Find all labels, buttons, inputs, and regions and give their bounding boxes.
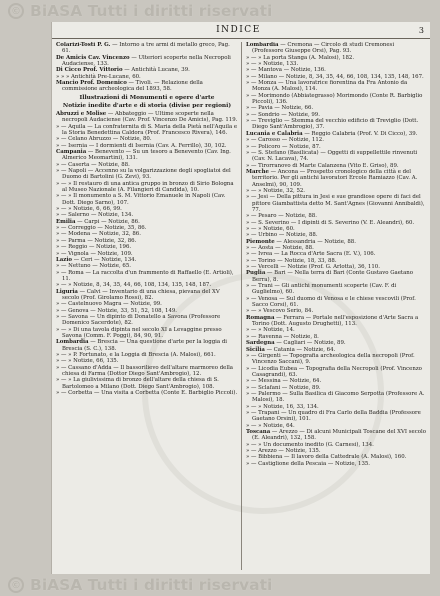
index-entry xyxy=(56,314,238,327)
entry-text: » — Tirorranovo di Marte Calanzena (Vito E. Griso), 89. xyxy=(246,162,399,169)
entry-text: » — » La porta Stanga (A. Malosi), 182. xyxy=(246,54,355,61)
entry-text: » — Genova — Notizie, 33, 51, 52, 108, 149. xyxy=(56,307,178,314)
index-entry xyxy=(246,194,427,213)
entry-text: » — Pesaro — Notizie, 88. xyxy=(246,213,317,220)
index-entry xyxy=(246,150,427,163)
entry-text: » — » Notizie, 133. xyxy=(246,61,299,68)
entry-text: » — » Vescovo Serio, 84. xyxy=(246,308,314,315)
entry-text: » — Jesi — Della pittura in Jesi e sue grandiose opere di faci del pittore Giambattista detto M. Sant'Agnes (Giovanni Annibaldi), 77. xyxy=(246,194,425,213)
entry-text: » — Sclafani — Notizie, 89. xyxy=(246,384,321,391)
index-entry xyxy=(246,429,427,442)
entry-text: » — Palermo — Sulla Basilica di Giacomo Serpotta (Professore A. Malosi), 18. xyxy=(246,390,425,404)
entry-text: » — » Notizie, 32, 52. xyxy=(246,187,306,194)
entry-heading: Lombardia xyxy=(56,339,89,346)
entry-text: » — Morimondo (Abbiategrasso) Morimondo (Conte R. Barbiglio Piccoli), 136. xyxy=(246,92,423,106)
entry-text: » — » Notizie, 14. xyxy=(246,327,295,334)
entry-text: — Brescia — Una questione d'arte per la loggia di Brescia (S. C.), 138. xyxy=(62,339,228,352)
entry-text: » — » P. Fortunato, e la Loggia di Brescia (A. Malosi), 661. xyxy=(56,352,216,358)
index-entry xyxy=(56,390,238,396)
entry-text: » — Bibbiena — Il lavoro della Cattedrale (A. Malosi), 160. xyxy=(246,454,407,461)
entry-text: » — S. Severino — I dipinti di S. Severino (V. E. Aleandri), 60. xyxy=(246,219,415,226)
copyright-icon: © xyxy=(8,577,24,593)
entry-text: » — Salerno — Notizie, 134. xyxy=(56,212,134,219)
section-heading: Illustrazioni di Monumenti e opere d'arte xyxy=(79,94,215,101)
index-entry xyxy=(56,55,238,68)
entry-text: » — Messina — Notizie, 64. xyxy=(246,378,322,385)
watermark-text-top: BiASA Tutti i diritti riservati xyxy=(30,2,273,20)
entry-heading: Di Cicco Prof. Vittorio xyxy=(56,67,123,74)
entry-heading: Toscana xyxy=(246,428,271,435)
entry-text: » — » Notizie, 66, 135. xyxy=(56,358,119,365)
index-entry xyxy=(56,149,238,162)
entry-heading: De Amicis Cav. Vincenzo xyxy=(56,54,130,61)
entry-text: — Tivoli. — Relazione della commissione archeologica del 1893, 58. xyxy=(62,80,203,93)
index-entry xyxy=(56,193,238,206)
entry-text: » — Parma — Notizie, 32, 86. xyxy=(56,237,137,244)
entry-text: » — Trani — Gli antichi monumenti scoperte (Cav. F. di Guglielmo), 60. xyxy=(246,283,397,296)
entry-text: » — Aosta — Notizie, 88. xyxy=(246,245,314,251)
entry-text: » — Isernia — I dormienti di Isernia (Cav. A. Ferrillo), 30, 102. xyxy=(56,142,227,149)
entry-text: — Bari — Nella terra di Bari (Conte Gustavo Gaetano Berra), 8. xyxy=(252,270,414,283)
entry-text: » — Ivrea — La Rocca d'Arte Sacra (E. V.), 106. xyxy=(246,251,376,258)
watermark-top xyxy=(0,0,440,22)
entry-text: » — Venosa — Sul duomo di Venosa e le chiese vescovili (Prof. Sacco Corsi), 61. xyxy=(246,295,416,309)
index-entry xyxy=(246,118,427,131)
entry-text: » — Correggio — Notizie, 35, 86. xyxy=(56,225,147,232)
entry-text: — Calvi — Inventario di una chiesa, pievana del XV secolo (Prof. Girolamo Rossi), 82. xyxy=(62,288,220,301)
entry-text: » — » Notizie, 8, 34, 35, 44, 66, 108, 134, 135, 148, 187. xyxy=(56,282,212,289)
entry-heading: Liguria xyxy=(56,288,78,295)
entry-text: » — S. Stefano (Basilicata) — Oggetti di suppellettile rinvenuti (Cav. N. Lacava), 74. xyxy=(246,149,418,163)
document-page xyxy=(52,22,430,574)
index-entry xyxy=(246,296,427,309)
entry-text: » — Castelnuovo Magra — Notizie, 99. xyxy=(56,301,162,308)
index-entry xyxy=(246,42,427,55)
entry-heading: Romagna xyxy=(246,314,275,321)
copyright-icon: © xyxy=(8,3,24,19)
entry-text: — Intorno a tre armi di metallo greco, Pag. 61. xyxy=(62,42,230,55)
entry-heading: Puglia xyxy=(246,270,266,277)
entry-text: » — Torino — Notizie, 18, 33, 88. xyxy=(246,257,337,264)
index-column-left xyxy=(52,42,241,570)
entry-text: » — » Notizie, 16, 33, 134. xyxy=(246,403,319,410)
entry-heading: Abruzzi e Molise xyxy=(56,110,107,117)
entry-heading: Marche xyxy=(246,168,269,175)
index-entry xyxy=(246,366,427,379)
entry-text: » — Carosso — Notizie, 112. xyxy=(246,137,324,144)
entry-text: — Alessandria — Notizie, 88. xyxy=(274,238,356,245)
index-entry xyxy=(246,169,427,188)
entry-text: » — » Notizie, 64. xyxy=(246,422,295,429)
entry-text: » — Roma — La raccolta d'un frammento di Raffaello (E. Artioli), 11. xyxy=(56,269,234,282)
entry-heading: Lazio xyxy=(56,256,72,263)
entry-text: » — Policoro — Notizie, 87. xyxy=(246,143,321,150)
entry-text: » — Napoli — Accenno su la volgarizzazione degli spogliatoi del Duomo di Bartolini (G. Zevi), 93. xyxy=(56,168,231,181)
entry-text: » — » La giulivissima di bronzo dell'altare della chiesa di S. Bartolomeo a Milano (Dott. Diego Sant'Ambrogio), 108. xyxy=(56,377,219,390)
entry-text: » — » Notizie, 60. xyxy=(246,225,295,232)
entry-text: » — Corbetta — Una visita a Corbetta (Conte E. Barbiglio Piccoli). xyxy=(56,390,238,397)
entry-text: » — Arezzo — Notizie, 135. xyxy=(246,448,321,454)
entry-text: — Antichità Lucane, 39. xyxy=(122,67,190,74)
entry-text: » — Reggio — Notizie, 196. xyxy=(56,244,132,251)
entry-text: — Arezzo — Di alcuni Municipali Toscane del XVI secolo (E. Aleandri), 132, 158. xyxy=(252,428,426,442)
index-columns xyxy=(52,39,430,570)
index-entry xyxy=(246,80,427,93)
entry-heading: Sicilia xyxy=(246,346,265,353)
entry-text: » — » Il restauro di una antica gruppo in bronzo di Sirio Bologna al Museo Nazionale (A. Filangieri di Candida), 10. xyxy=(56,180,234,194)
entry-text: » » » Antichità Pre-Lucane, 60. xyxy=(56,73,141,80)
index-entry xyxy=(246,461,427,467)
entry-text: » — » Un documento inedito (G. Carnesi), 134. xyxy=(246,441,374,448)
index-entry xyxy=(246,283,427,296)
entry-heading: Emilia xyxy=(56,218,76,225)
index-entry xyxy=(246,315,427,328)
entry-text: — Ceri — Notizie, 134. xyxy=(72,256,137,263)
index-entry xyxy=(246,353,427,366)
watermark-text-bottom: BiASA Tutti i diritti riservati xyxy=(30,576,273,594)
entry-text: » — Cassano d'Adda — Il bassorilievo dell'altare marmoreo della chiesa di Farma (Dottor Diego Sant'Ambrogio), 12. xyxy=(56,364,234,378)
entry-text: » — Girgenti — Topografia archeologica della necropoli (Prof. Vincenzo Saccani), 9. xyxy=(246,352,415,366)
index-entry xyxy=(246,270,427,283)
entry-text: — Cremona — Circolo di studi Cremonesi (Professore Giuseppe Orsi), Pag. 93. xyxy=(252,42,395,55)
index-entry xyxy=(56,270,238,283)
index-entry xyxy=(56,124,238,137)
entry-text: — Benevento — Su un tesoro a Benevento (Cav. Ing. Almerico Meomartini), 131. xyxy=(62,149,231,162)
page-number: 3 xyxy=(418,25,424,35)
entry-text: » — Pavia — Notizie, 66. xyxy=(246,105,314,112)
entry-text: — Ulteriori scoperte nella Necropoli Audaciense, 133. xyxy=(62,54,231,68)
entry-text: — Ferrara — Portale nell'esposizione d'Arte Sacra a Torino (Dott. Augusto Drughetti), 113. xyxy=(252,314,419,328)
entry-text: — Cagliari — Notizie, 89. xyxy=(274,340,346,347)
entry-text: » — Savona — Un dipinto di Donatello a Savona (Professore Domenico Sacerdote), 82. xyxy=(56,313,221,327)
entry-heading: Campania xyxy=(56,149,87,155)
entry-text: » — Trapani — Un quadro di Fra Carlo della Baddia (Professore Gaetano Orsini), 101. xyxy=(246,409,421,423)
index-entry xyxy=(56,339,238,352)
index-entry xyxy=(56,111,238,124)
entry-heading: Piemonte xyxy=(246,238,275,245)
index-entry xyxy=(56,289,238,302)
index-entry xyxy=(56,365,238,378)
entry-heading: Lucania e Calabria xyxy=(246,130,303,137)
entry-text: » — Sondrio — Notizie, 99. xyxy=(246,111,320,118)
entry-heading: Sardegna xyxy=(246,340,275,347)
entry-text: » — Nettuno — Notizie, 65. xyxy=(56,263,131,270)
entry-text: » — Treviglio — Stemma del vecchio edificio di Treviglio (Dott. Diego Sant'Ambrogio), 37. xyxy=(246,118,419,131)
index-entry xyxy=(56,168,238,181)
entry-text: — Ancona — Prospetto cronologico della città e del territorio. Per gli antichi lavoratori Ercole Ramiazzo (Cav. A. Anselmi), 90, 109. xyxy=(252,168,418,188)
entry-text: » — Mantova — Notizie, 136. xyxy=(246,67,326,74)
watermark-bottom xyxy=(0,574,440,596)
index-entry xyxy=(246,391,427,404)
page-header xyxy=(52,22,430,39)
entry-text: — Catania — Notizie, 64. xyxy=(264,346,336,353)
page-title: INDICE xyxy=(216,25,261,35)
entry-text: » — Ravenna — Notizie, 8. xyxy=(246,333,319,340)
entry-text: — Abbateggio — Ultime scoperte nella necropoli Audaciense (Cav. Prof. Vincenzo De Amicis), Pag. 119. xyxy=(62,110,238,124)
entry-text: » — » Il monumento a S. M. Vittorio Emanuele in Napoli (Cav. Dott. Diego Sarno), 107. xyxy=(56,193,226,206)
entry-heading: Lombardia xyxy=(246,42,279,48)
index-entry xyxy=(246,410,427,423)
entry-text: » — Aquila — La confraternita di S. Maria della Pietà nell'Aquila e la Storia Benedettina Caldora (Prof. Francesco Rivera), 146. xyxy=(56,123,238,136)
entry-text: » — » Di una tavola dipinta nel secolo XI a Levaggine presso Savona (Comm. F. Poggi), 84, 90, 91. xyxy=(56,326,222,339)
index-entry xyxy=(56,181,238,194)
index-entry xyxy=(56,42,238,55)
entry-text: » — Castiglione della Pescaia — Notizie, 135. xyxy=(246,460,371,467)
entry-heading: Colarizi-Tosti P. G. xyxy=(56,42,111,48)
index-column-right xyxy=(241,42,430,570)
index-entry xyxy=(56,377,238,390)
entry-text: » — Vignola — Notizie, 109. xyxy=(56,250,133,257)
section-heading: Notizie inedite d'arte e di storia (divise per regioni) xyxy=(62,103,232,110)
index-entry xyxy=(246,93,427,106)
entry-text: » — » Notizie, 6, 66, 99. xyxy=(56,206,122,213)
entry-heading: Mancio Prof. Domenico xyxy=(56,80,127,87)
entry-text: — Carpi — Notizie, 86. xyxy=(75,218,140,225)
entry-text: » — Licodia Eubea — Topografia della Necropoli (Prof. Vincenzo Casagrandi), 63. xyxy=(246,365,422,378)
entry-text: — Reggio Calabria (Prof. V. Di Cicco), 39. xyxy=(302,130,418,137)
index-entry xyxy=(56,80,238,93)
entry-text: » — Modena — Notizie, 32, 86. xyxy=(56,231,141,238)
entry-text: » — Celano Abruzzo — Notizie, 80. xyxy=(56,136,152,143)
entry-text: » — Caserta — Notizie, 88. xyxy=(56,161,130,168)
index-entry xyxy=(56,327,238,340)
entry-text: » — Monza — Una lavoratrice fiorentina da Fra Antonio da Monza (A. Malosi), 114. xyxy=(246,80,408,93)
entry-text: » — Milano — Notizie, 8, 34, 35, 44, 66, 108, 134, 135, 148, 167. xyxy=(246,73,424,80)
entry-text: » — Urbino — Notizie, 88. xyxy=(246,232,318,239)
entry-text: » — Vercelli — Notizie (Prof. G. Arlotta), 36, 110. xyxy=(246,264,380,271)
